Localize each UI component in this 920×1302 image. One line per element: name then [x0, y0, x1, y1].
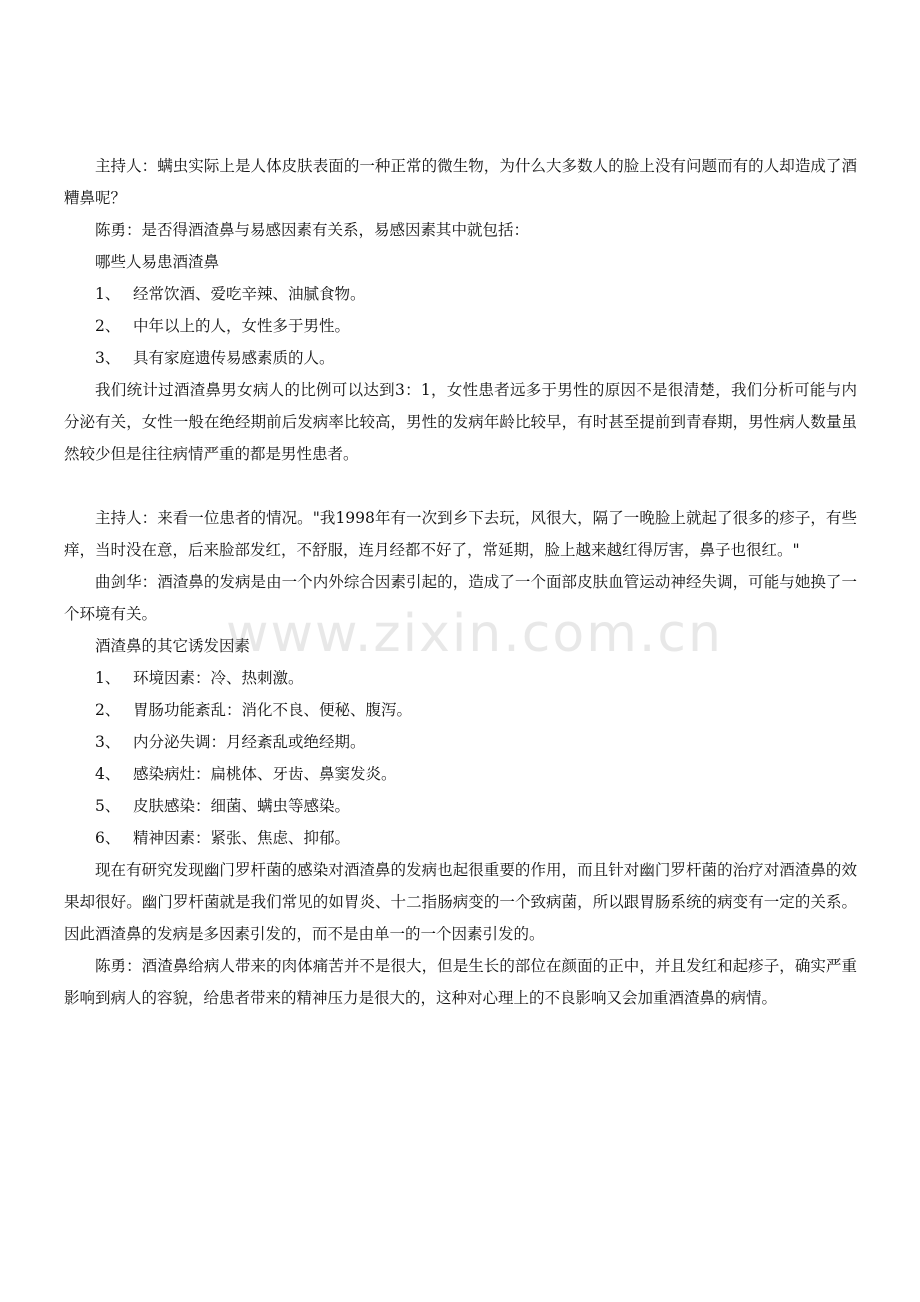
list-item — [64, 694, 857, 726]
list-item — [64, 790, 857, 822]
list-item — [64, 726, 857, 758]
paragraph-chenyong-psychology: 陈勇：酒渣鼻给病人带来的肉体痛苦并不是很大，但是生长的部位在颜面的正中，并且发红和起疹子，确实严重影响到病人的容貌，给患者带来的精神压力是很大的，这种对心理上的不良影响又会加重酒渣鼻的病情。 — [64, 957, 857, 1007]
list-item — [64, 662, 857, 694]
list-number: 5、 — [95, 797, 121, 815]
list-item — [64, 758, 857, 790]
list-number: 3、 — [95, 349, 121, 367]
list-number: 2、 — [95, 317, 121, 335]
list-number: 1、 — [95, 285, 121, 303]
list-item — [64, 342, 857, 374]
list-item — [64, 310, 857, 342]
list-text: 胃肠功能紊乱：消化不良、便秘、腹泻。 — [133, 701, 413, 719]
list-number: 3、 — [95, 733, 121, 751]
list-text: 内分泌失调：月经紊乱或绝经期。 — [133, 733, 366, 751]
paragraph-spacer — [64, 470, 857, 502]
list-text: 皮肤感染：细菌、螨虫等感染。 — [133, 797, 351, 815]
list-item — [64, 822, 857, 854]
paragraph-chenyong-factors: 陈勇：是否得酒渣鼻与易感因素有关系，易感因素其中就包括： — [95, 221, 530, 239]
list-text: 精神因素：紧张、焦虑、抑郁。 — [133, 829, 351, 847]
list-text: 具有家庭遗传易感素质的人。 — [133, 349, 335, 367]
paragraph-helicobacter: 现在有研究发现幽门罗杆菌的感染对酒渣鼻的发病也起很重要的作用，而且针对幽门罗杆菌的治疗对酒渣鼻的效果却很好。幽门罗杆菌就是我们常见的如胃炎、十二指肠病变的一个致病菌，所以跟胃肠系统的病变有一定的关系。因此酒渣鼻的发病是多因素引发的，而不是由单一的一个因素引发的。 — [64, 861, 857, 943]
list-text: 感染病灶：扁桃体、牙齿、鼻窦发炎。 — [133, 765, 397, 783]
list-number: 4、 — [95, 765, 121, 783]
paragraph-host-case: 主持人：来看一位患者的情况。"我1998年有一次到乡下去玩，风很大，隔了一晚脸上就起了很多的疹子，有些痒，当时没在意，后来脸部发红，不舒服，连月经都不好了，常延期，脸上越来越红得厉害，鼻子也很红。" — [64, 509, 857, 559]
list-item — [64, 278, 857, 310]
paragraph-host-question-mites: 主持人：螨虫实际上是人体皮肤表面的一种正常的微生物，为什么大多数人的脸上没有问题而有的人却造成了酒糟鼻呢？ — [64, 157, 857, 207]
section-heading-susceptible: 哪些人易患酒渣鼻 — [95, 253, 220, 271]
section-heading-triggers: 酒渣鼻的其它诱发因素 — [95, 637, 251, 655]
list-text: 环境因素：冷、热刺激。 — [133, 669, 304, 687]
list-text: 经常饮酒、爱吃辛辣、油腻食物。 — [133, 285, 366, 303]
paragraph-statistics: 我们统计过酒渣鼻男女病人的比例可以达到3：1，女性患者远多于男性的原因不是很清楚，我们分析可能与内分泌有关，女性一般在绝经期前后发病率比较高，男性的发病年龄比较早，有时甚至提前到青春期，男性病人数量虽然较少但是往往病情严重的都是男性患者。 — [64, 381, 857, 463]
list-number: 6、 — [95, 829, 121, 847]
list-number: 1、 — [95, 669, 121, 687]
watermark-text: www.zixin.com.cn — [226, 604, 723, 664]
paragraph-qujianhua: 曲剑华：酒渣鼻的发病是由一个内外综合因素引起的，造成了一个面部皮肤血管运动神经失调，可能与她换了一个环境有关。 — [64, 573, 857, 623]
list-number: 2、 — [95, 701, 121, 719]
list-text: 中年以上的人，女性多于男性。 — [133, 317, 351, 335]
document-page — [64, 150, 857, 1014]
